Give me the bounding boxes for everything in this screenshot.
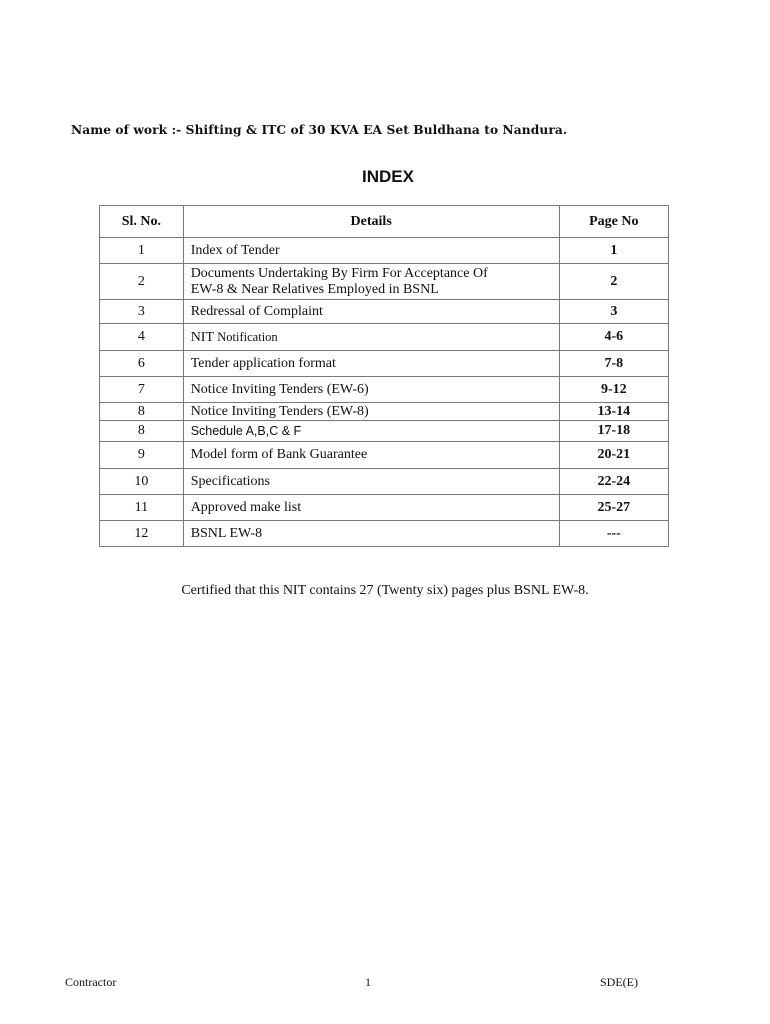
row-details: Schedule A,B,C & F [183,421,559,442]
row-page: 13-14 [559,403,668,421]
table-header-row [100,206,669,238]
row-sl: 8 [100,403,184,421]
table-row [100,324,669,351]
row-sl: 8 [100,421,184,442]
row-details: Model form of Bank Guarantee [183,442,559,469]
row-details: Index of Tender [183,238,559,264]
table-row [100,469,669,495]
row-details: Tender application format [183,351,559,377]
table-row [100,421,669,442]
row-page: 9-12 [559,377,668,403]
work-title: Name of work :- Shifting & ITC of 30 KVA EA Set Buldhana to Nandura. [71,123,568,137]
table-row [100,495,669,521]
row-sl: 1 [100,238,184,264]
footer-signatory: SDE(E) [600,975,638,989]
row-page: 2 [559,264,668,300]
footer-page-number: 1 [365,975,371,989]
row-sl: 2 [100,264,184,300]
row-sl: 3 [100,300,184,324]
table-row [100,442,669,469]
row-sl: 11 [100,495,184,521]
row-sl: 4 [100,324,184,351]
table-row [100,264,669,300]
row-details [183,324,559,351]
header-sl-no: Sl. No. [100,206,184,238]
row-details-line: Documents Undertaking By Firm For Acceptance Of [190,265,488,281]
row-details: Specifications [183,469,559,495]
row-details: BSNL EW-8 [183,521,559,547]
index-heading: INDEX [362,167,414,186]
index-table [99,205,669,547]
row-details: Approved make list [183,495,559,521]
certification-text: Certified that this NIT contains 27 (Twenty six) pages plus BSNL EW-8. [181,583,589,598]
row-page: 17-18 [559,421,668,442]
table-row [100,521,669,547]
table-row [100,403,669,421]
row-page: --- [559,521,668,547]
row-page: 20-21 [559,442,668,469]
header-details: Details [183,206,559,238]
row-sl: 10 [100,469,184,495]
footer-contractor: Contractor [65,975,117,989]
row-page: 22-24 [559,469,668,495]
row-details-part: Notification [217,329,278,344]
row-sl: 7 [100,377,184,403]
row-sl: 9 [100,442,184,469]
row-sl: 12 [100,521,184,547]
row-page: 1 [559,238,668,264]
row-sl: 6 [100,351,184,377]
table-row [100,300,669,324]
row-details: Redressal of Complaint [183,300,559,324]
row-page: 3 [559,300,668,324]
row-page: 25-27 [559,495,668,521]
row-details-part: NIT [190,329,214,345]
row-details: Notice Inviting Tenders (EW-8) [183,403,559,421]
row-details-line: EW-8 & Near Relatives Employed in BSNL [190,281,439,297]
row-details: Notice Inviting Tenders (EW-6) [183,377,559,403]
table-row [100,238,669,264]
row-page: 7-8 [559,351,668,377]
row-details [183,264,559,300]
table-row [100,351,669,377]
row-page: 4-6 [559,324,668,351]
table-row [100,377,669,403]
header-page-no: Page No [559,206,668,238]
